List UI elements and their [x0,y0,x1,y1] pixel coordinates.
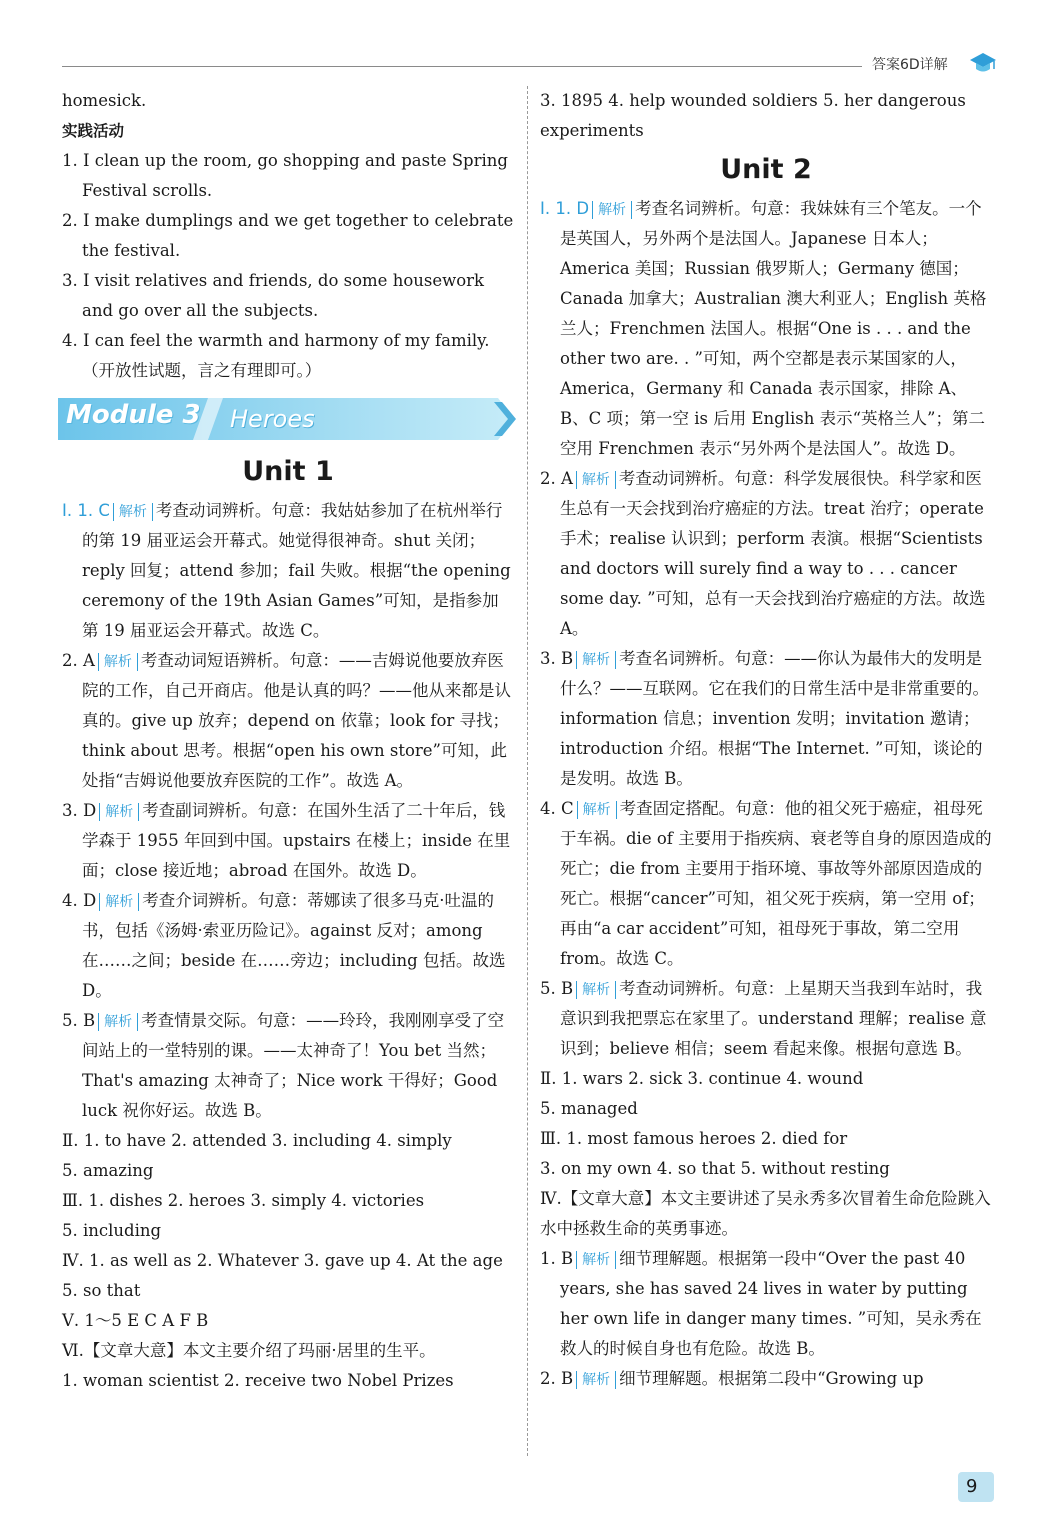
answer-item: 2. B 解析 细节理解题。根据第二段中“Growing up [540,1369,924,1388]
analysis-tag: 解析 [576,1251,616,1269]
left-column [62,86,514,1396]
text-line: 1. I clean up the room, go shopping and paste Spring Festival scrolls. [62,151,508,200]
analysis-tag: 解析 [99,803,139,821]
module-name: Heroes [230,405,315,433]
answer-line: 1. woman scientist 2. receive two Nobel Prizes [62,1371,454,1390]
answer-line: Ⅴ. 1～5 E C A F B [62,1311,209,1330]
unit-title: Unit 2 [720,154,812,185]
answer-item: Ⅰ. 1. C 解析 考查动词辨析。句意：我姑姑参加了在杭州举行的第 19 届亚运会开幕式。她觉得很神奇。shut 关闭；reply 回复；attend 参加；fail 失败。根据“the opening ceremony of the 19th Asian Games”可知，是指参加第 19 届亚运会开幕式。故选 C。 [62,501,511,640]
answer-line: Ⅱ. 1. to have 2. attended 3. including 4. simply [62,1131,452,1150]
analysis-tag: 解析 [113,503,153,521]
text-line: homesick. [62,91,147,110]
analysis-tag: 解析 [98,653,138,671]
answer-line: Ⅱ. 1. wars 2. sick 3. continue 4. wound [540,1069,864,1088]
text-line: 3. I visit relatives and friends, do some housework and go over all the subjects. [62,271,485,320]
answer-item: 4. D 解析 考查介词辨析。句意：蒂娜读了很多马克·吐温的书，包括《汤姆·索亚历险记》。against 反对；among 在……之间；beside 在……旁边；including 包括。故选 D。 [62,891,506,1000]
right-column [540,86,992,1394]
answer-line: 5. amazing [62,1161,154,1180]
section-heading: 实践活动 [62,122,125,140]
answer-line: Ⅲ. 1. most famous heroes 2. died for [540,1129,848,1148]
answer-item: 2. A 解析 考查动词辨析。句意：科学发展很快。科学家和医生总有一天会找到治疗癌症的方法。treat 治疗；operate 手术；realise 认识到；perform 表演。根据“Scientists and doctors will surely find a way to . . . cancer some day. ”可知，总有一天会找到治疗癌症的方法。故选 A。 [540,469,986,638]
analysis-tag: 解析 [592,201,632,219]
page-number: 9 [966,1476,978,1497]
answer-item: 4. C 解析 考查固定搭配。句意：他的祖父死于癌症，祖母死于车祸。die of 主要用于指疾病、衰老等自身的原因造成的死亡；die from 主要用于指环境、事故等外部原因造成的死亡。根据“cancer”可知，祖父死于疾病，第一空用 of；再由“a car accident”可知，祖母死于事故，第二空用 from。故选 C。 [540,799,992,968]
text-line: 3. 1895 4. help wounded soldiers 5. her dangerous experiments [540,91,966,140]
answer-item: 1. B 解析 细节理解题。根据第一段中“Over the past 40 years, she has saved 24 lives in water by putting her own life in danger many times. ”可知，吴永秀在救人的时候自身也有危险。故选 B。 [540,1249,982,1358]
answer-line: Ⅲ. 1. dishes 2. heroes 3. simply 4. victories [62,1191,425,1210]
answer-item: 3. B 解析 考查名词辨析。句意：——你认为最伟大的发明是什么？——互联网。它在我们的日常生活中是非常重要的。information 信息；invention 发明；invitation 邀请；introduction 介绍。根据“The Internet. ”可知，谈论的是发明。故选 B。 [540,649,989,788]
analysis-tag: 解析 [98,1013,138,1031]
analysis-tag: 解析 [577,801,617,819]
answer-item: 5. B 解析 考查动词辨析。句意：上星期天当我到车站时，我意识到我把票忘在家里了。understand 理解；realise 意识到；believe 相信；seem 看起来像。根据句意选 B。 [540,979,987,1058]
answer-line: 5. managed [540,1099,638,1118]
analysis-tag: 解析 [576,981,616,999]
answer-line: 3. on my own 4. so that 5. without resting [540,1159,890,1178]
brand-label: 答案6D详解 [872,57,948,73]
answer-line: Ⅵ.【文章大意】本文主要介绍了玛丽·居里的生平。 [62,1341,436,1360]
analysis-tag: 解析 [576,471,616,489]
answer-line: 5. including [62,1221,162,1240]
unit-title: Unit 1 [242,456,334,487]
header-rule [62,66,862,67]
answer-line: Ⅳ.【文章大意】本文主要讲述了吴永秀多次冒着生命危险跳入水中拯救生命的英勇事迹。 [540,1189,991,1238]
module-label: Module 3 [66,400,201,430]
analysis-tag: 解析 [576,651,616,669]
graduation-cap-icon [968,50,998,76]
analysis-tag: 解析 [99,893,139,911]
answer-item: 2. A 解析 考查动词短语辨析。句意：——吉姆说他要放弃医院的工作，自己开商店。他是认真的吗？——他从来都是认真的。give up 放弃；depend on 依靠；look for 寻找；think about 思考。根据“open his own store”可知，此处指“吉姆说他要放弃医院的工作”。故选 A。 [62,651,511,790]
answer-item: Ⅰ. 1. D 解析 考查名词辨析。句意：我妹妹有三个笔友。一个是英国人，另外两个是法国人。Japanese 日本人；America 美国；Russian 俄罗斯人；Germany 德国；Canada 加拿大；Australian 澳大利亚人；English 英格兰人；Frenchmen 法国人。根据“One is . . . and the other two are. . ”可知，两个空都是表示某国家的人，America，Germany 和 Canada 表示国家，排除 A、B、C 项；第一空 is 后用 English 表示“英格兰人”；第二空用 Frenchmen 表示“另外两个是法国人”。故选 D。 [540,199,987,458]
module-banner [58,394,514,444]
answer-line: Ⅳ. 1. as well as 2. Whatever 3. gave up 4. At the age 5. so that [62,1251,503,1300]
answer-item: 3. D 解析 考查副词辨析。句意：在国外生活了二十年后，钱学森于 1955 年回到中国。upstairs 在楼上；inside 在里面；close 接近地；abroad 在国外。故选 D。 [62,801,511,880]
text-line: 4. I can feel the warmth and harmony of my family.（开放性试题，言之有理即可。） [62,331,490,380]
text-line: 2. I make dumplings and we get together to celebrate the festival. [62,211,514,260]
analysis-tag: 解析 [576,1371,616,1389]
answer-item: 5. B 解析 考查情景交际。句意：——玲玲，我刚刚享受了空间站上的一堂特别的课。——太神奇了！You bet 当然；That's amazing 太神奇了；Nice work 干得好；Good luck 祝你好运。故选 B。 [62,1011,505,1120]
column-divider [527,86,528,1456]
